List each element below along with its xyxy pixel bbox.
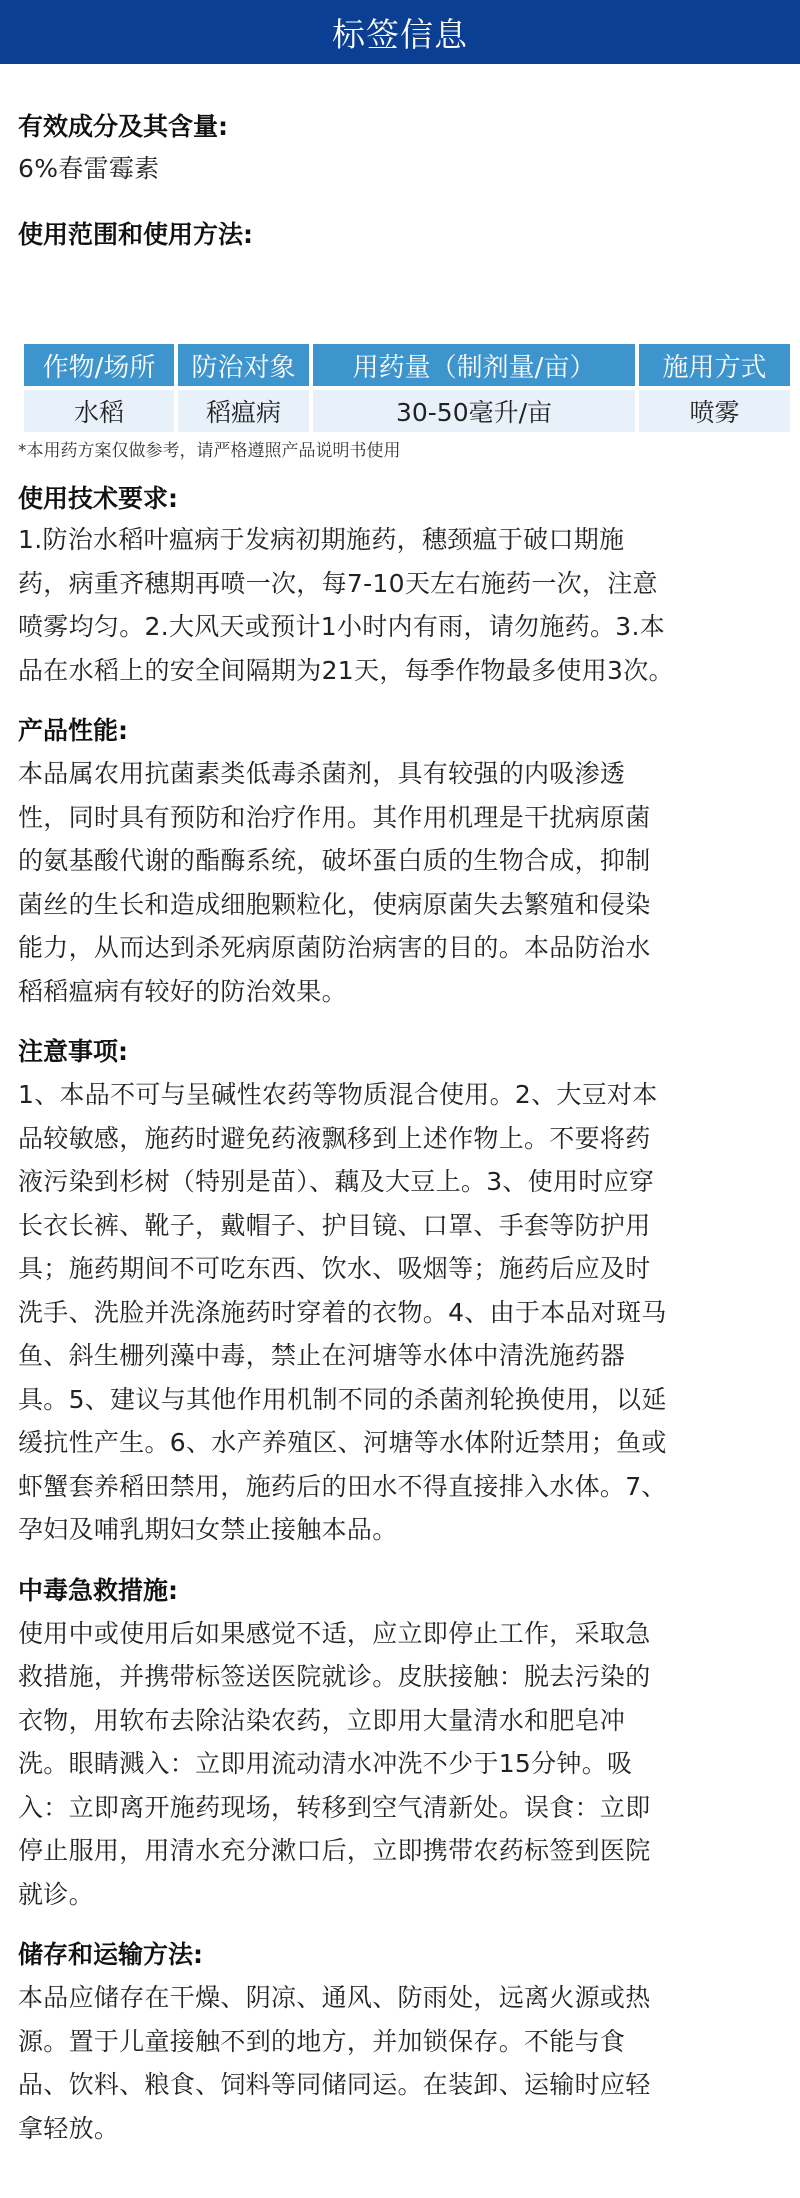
performance-line: 菌丝的生长和造成细胞颗粒化，使病原菌失去繁殖和侵染 bbox=[18, 889, 651, 919]
storage-line: 品、饮料、粮食、饲料等同储同运。在装卸、运输时应轻 bbox=[18, 2070, 651, 2099]
table-cell-target: 稻瘟病 bbox=[178, 390, 309, 432]
storage-line: 拿轻放。 bbox=[18, 2113, 120, 2143]
tech-title: 使用技术要求: bbox=[18, 484, 178, 513]
firstaid-line: 就诊。 bbox=[18, 1879, 94, 1909]
caution-line: 具。5、建议与其他作用机制不同的杀菌剂轮换使用，以延 bbox=[18, 1384, 667, 1414]
tech-line: 药，病重齐穗期再喷一次，每7-10天左右施药一次，注意 bbox=[18, 568, 658, 598]
ingredient-value: 6%春雷霉素 bbox=[18, 154, 160, 183]
tech-line: 喷雾均匀。2.大风天或预计1小时内有雨，请勿施药。3.本 bbox=[18, 612, 666, 641]
caution-line: 1、本品不可与呈碱性农药等物质混合使用。2、大豆对本 bbox=[18, 1080, 658, 1109]
page-header bbox=[0, 0, 800, 64]
caution-line: 品较敏感，施药时避免药液飘移到上述作物上。不要将药 bbox=[18, 1123, 651, 1153]
performance-title: 产品性能: bbox=[18, 716, 128, 745]
firstaid-line: 救措施，并携带标签送医院就诊。皮肤接触：脱去污染的 bbox=[18, 1662, 651, 1691]
table-header-cell: 施用方式 bbox=[639, 344, 790, 386]
firstaid-line: 入：立即离开施药现场，转移到空气清新处。误食：立即 bbox=[18, 1792, 651, 1822]
caution-line: 缓抗性产生。6、水产养殖区、河塘等水体附近禁用；鱼或 bbox=[18, 1428, 667, 1457]
dosage-table bbox=[20, 340, 794, 436]
performance-line: 能力，从而达到杀死病原菌防治病害的目的。本品防治水 bbox=[18, 933, 651, 962]
table-cell-dosage: 30-50毫升/亩 bbox=[313, 390, 635, 432]
table-header-row bbox=[24, 344, 790, 386]
label-content bbox=[0, 108, 780, 2150]
storage-title: 储存和运输方法: bbox=[18, 1940, 203, 1969]
ingredient-title: 有效成分及其含量: bbox=[18, 112, 228, 141]
table-header-cell: 用药量（制剂量/亩） bbox=[313, 344, 635, 386]
table-header-cell: 作物/场所 bbox=[24, 344, 174, 386]
firstaid-title: 中毒急救措施: bbox=[18, 1575, 178, 1605]
performance-line: 的氨基酸代谢的酯酶系统，破坏蛋白质的生物合成，抑制 bbox=[18, 846, 651, 875]
performance-line: 性，同时具有预防和治疗作用。其作用机理是干扰病原菌 bbox=[18, 802, 651, 832]
table-header-cell: 防治对象 bbox=[178, 344, 309, 386]
firstaid-line: 衣物，用软布去除沾染农药，立即用大量清水和肥皂冲 bbox=[18, 1705, 626, 1735]
caution-line: 长衣长裤、靴子，戴帽子、护目镜、口罩、手套等防护用 bbox=[18, 1210, 651, 1240]
usage-title: 使用范围和使用方法: bbox=[18, 220, 253, 249]
table-cell-method: 喷雾 bbox=[639, 390, 790, 432]
tech-line: 品在水稻上的安全间隔期为21天，每季作物最多使用3次。 bbox=[18, 655, 674, 685]
table-row bbox=[24, 390, 790, 432]
performance-line: 稻稻瘟病有较好的防治效果。 bbox=[18, 976, 347, 1006]
ingredient-section bbox=[18, 108, 780, 188]
page-title: 标签信息 bbox=[332, 14, 468, 54]
firstaid-line: 使用中或使用后如果感觉不适，应立即停止工作，采取急 bbox=[18, 1618, 651, 1648]
tech-line: 1.防治水稻叶瘟病于发病初期施药，穗颈瘟于破口期施 bbox=[18, 525, 625, 554]
caution-line: 鱼、斜生栅列藻中毒，禁止在河塘等水体中清洗施药器 bbox=[18, 1341, 626, 1370]
caution-line: 具；施药期间不可吃东西、饮水、吸烟等；施药后应及时 bbox=[18, 1254, 651, 1283]
caution-section bbox=[18, 1033, 780, 1552]
storage-line: 源。置于儿童接触不到的地方，并加锁保存。不能与食 bbox=[18, 2026, 626, 2056]
storage-line: 本品应储存在干燥、阴凉、通风、防雨处，远离火源或热 bbox=[18, 1983, 651, 2012]
performance-section bbox=[18, 712, 780, 1013]
firstaid-line: 洗。眼睛溅入：立即用流动清水冲洗不少于15分钟。吸 bbox=[18, 1749, 633, 1778]
caution-line: 洗手、洗脸并洗涤施药时穿着的衣物。4、由于本品对斑马 bbox=[18, 1297, 667, 1327]
table-note: *本用药方案仅做参考，请严格遵照产品说明书使用 bbox=[18, 441, 401, 461]
tech-section bbox=[18, 480, 780, 692]
caution-title: 注意事项: bbox=[18, 1037, 128, 1066]
table-cell-crop: 水稻 bbox=[24, 390, 174, 432]
usage-section bbox=[18, 216, 780, 254]
performance-line: 本品属农用抗菌素类低毒杀菌剂，具有较强的内吸渗透 bbox=[18, 759, 626, 788]
storage-section bbox=[18, 1936, 780, 2150]
caution-line: 孕妇及哺乳期妇女禁止接触本品。 bbox=[18, 1515, 398, 1544]
firstaid-section bbox=[18, 1572, 780, 1917]
caution-line: 液污染到杉树（特别是苗）、藕及大豆上。3、使用时应穿 bbox=[18, 1167, 655, 1196]
caution-line: 虾蟹套养稻田禁用，施药后的田水不得直接排入水体。7、 bbox=[18, 1471, 667, 1501]
firstaid-line: 停止服用，用清水充分漱口后，立即携带农药标签到医院 bbox=[18, 1836, 651, 1865]
